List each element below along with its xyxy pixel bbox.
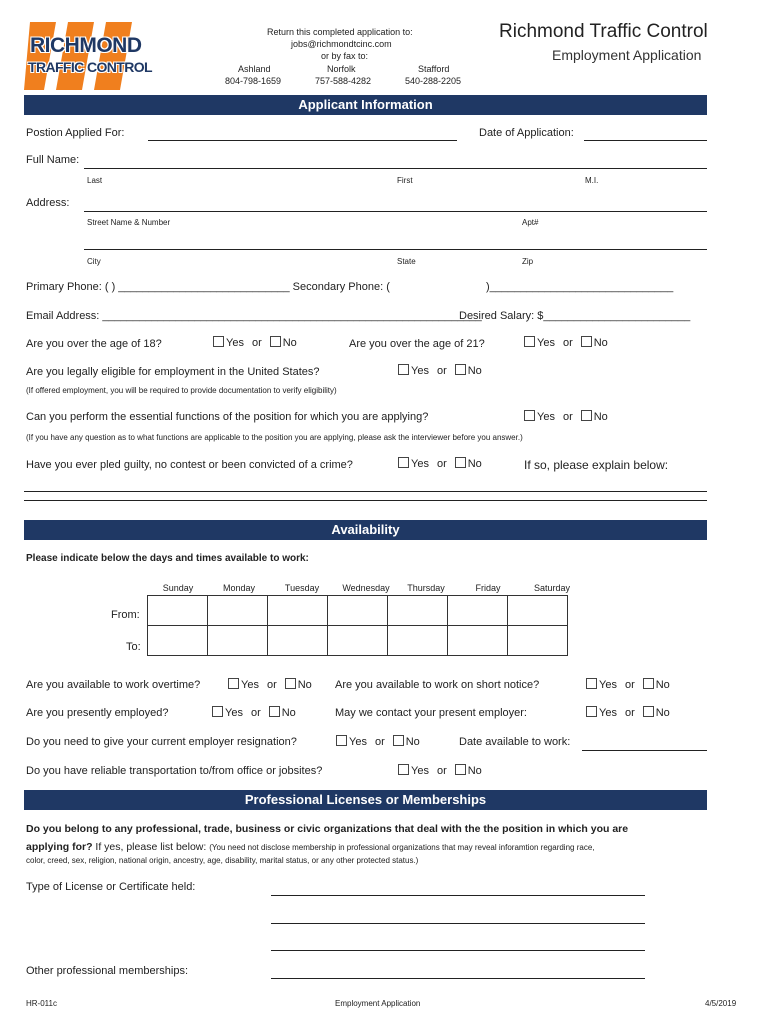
yes-label: Yes [225, 707, 243, 719]
return-email: jobs@richmondtcinc.com [291, 39, 392, 49]
or-label: or [250, 707, 261, 719]
from-friday-cell[interactable] [448, 596, 508, 626]
mi-caption: M.I. [585, 176, 599, 185]
logo-text-bottom: TRAFFIC CONTROL [28, 59, 152, 75]
date-of-application-field[interactable] [584, 140, 707, 141]
date-of-application-label: Date of Application: [479, 127, 574, 139]
applying-for-text: applying for? [26, 841, 93, 853]
office-norfolk-city: Norfolk [327, 64, 356, 74]
age-21-no-checkbox[interactable] [581, 336, 592, 347]
essential-no-checkbox[interactable] [581, 410, 592, 421]
other-memberships-label: Other professional memberships: [26, 965, 189, 977]
no-label: No [297, 679, 312, 691]
zip-caption: Zip [522, 257, 534, 266]
fax-line: or by fax to: [321, 51, 369, 61]
no-label: No [655, 707, 670, 719]
license-line-2[interactable] [271, 923, 645, 924]
desired-salary-field[interactable]: Desired Salary: $________________________ [459, 310, 691, 322]
or-label: or [436, 765, 447, 777]
full-name-label: Full Name: [26, 154, 80, 166]
from-sunday-cell[interactable] [148, 596, 208, 626]
to-label: To: [126, 641, 141, 653]
or-label: or [562, 411, 573, 423]
age-21-yes-checkbox[interactable] [524, 336, 535, 347]
crime-explain-label: If so, please explain below: [524, 458, 669, 472]
crime-yes-checkbox[interactable] [398, 457, 409, 468]
q-age-21: Are you over the age of 21? [349, 338, 485, 350]
from-row [148, 596, 568, 626]
employed-options [212, 706, 296, 719]
short-notice-options [586, 678, 670, 691]
primary-phone-field[interactable]: Primary Phone: ( ) ____________________________ Secondary Phone: ( [26, 281, 390, 293]
or-label: or [624, 679, 635, 691]
company-logo [24, 22, 152, 90]
yes-label: Yes [226, 337, 244, 349]
essential-options [524, 410, 608, 423]
resignation-yes-checkbox[interactable] [336, 735, 347, 746]
licenses-question-line2 [26, 841, 594, 853]
q-employed: Are you presently employed? [26, 707, 169, 719]
licenses-question: Do you belong to any professional, trade, business or civic organizations that deal with the the position in which you are [26, 823, 629, 835]
if-yes-text: If yes, please list below: [92, 841, 210, 853]
resignation-no-checkbox[interactable] [393, 735, 404, 746]
yes-label: Yes [411, 365, 429, 377]
q-contact-employer: May we contact your present employer: [335, 707, 527, 719]
q-essential-functions: Can you perform the essential functions of the position for which you are applying? [26, 411, 429, 423]
office-stafford-phone: 540-288-2205 [405, 76, 462, 86]
or-label: or [374, 736, 385, 748]
availability-grid [147, 595, 568, 656]
age-18-options [213, 336, 297, 349]
age-21-options [524, 336, 608, 349]
yes-label: Yes [599, 679, 617, 691]
office-norfolk-phone: 757-588-4282 [315, 76, 372, 86]
or-label: or [624, 707, 635, 719]
crime-options [398, 457, 482, 470]
from-label: From: [111, 609, 140, 621]
yes-label: Yes [241, 679, 259, 691]
crime-no-checkbox[interactable] [455, 457, 466, 468]
form-title: Employment Application [552, 47, 702, 63]
day-saturday: Saturday [533, 583, 571, 593]
transport-options [398, 764, 482, 777]
from-tuesday-cell[interactable] [268, 596, 328, 626]
office-ashland-city: Ashland [238, 64, 271, 74]
or-label: or [562, 337, 573, 349]
crime-explain-line-2[interactable] [24, 500, 707, 501]
license-line-3[interactable] [271, 950, 645, 951]
q-resignation: Do you need to give your current employer resignation? [26, 736, 297, 748]
to-row [148, 626, 568, 656]
to-thursday-cell[interactable] [388, 626, 448, 656]
crime-explain-line-1[interactable] [24, 491, 707, 492]
to-wednesday-cell[interactable] [328, 626, 388, 656]
contact-no-checkbox[interactable] [643, 706, 654, 717]
street-field[interactable] [84, 211, 707, 212]
from-monday-cell[interactable] [208, 596, 268, 626]
overtime-options [228, 678, 312, 691]
or-label: or [266, 679, 277, 691]
availability-instruction: Please indicate below the days and times available to work: [26, 553, 309, 564]
no-label: No [593, 411, 608, 423]
office-ashland-phone: 804-798-1659 [225, 76, 282, 86]
license-type-label: Type of License or Certificate held: [26, 881, 196, 893]
essential-note: (If you have any question as to what functions are applicable to the position you are applying, please ask the interviewer before you answer.) [26, 433, 523, 442]
day-monday: Monday [222, 583, 256, 593]
return-line: Return this completed application to: [267, 27, 413, 37]
no-label: No [655, 679, 670, 691]
yes-label: Yes [537, 337, 555, 349]
no-label: No [593, 337, 608, 349]
q-overtime: Are you available to work overtime? [26, 679, 201, 691]
contact-yes-checkbox[interactable] [586, 706, 597, 717]
yes-label: Yes [411, 458, 429, 470]
yes-label: Yes [599, 707, 617, 719]
overtime-no-checkbox[interactable] [285, 678, 296, 689]
license-line-1[interactable] [271, 895, 645, 896]
to-monday-cell[interactable] [208, 626, 268, 656]
day-thursday: Thursday [407, 583, 445, 593]
essential-yes-checkbox[interactable] [524, 410, 535, 421]
to-friday-cell[interactable] [448, 626, 508, 656]
to-saturday-cell[interactable] [508, 626, 568, 656]
yes-label: Yes [349, 736, 367, 748]
last-name-caption: Last [87, 176, 103, 185]
no-label: No [467, 365, 482, 377]
q-legal-eligible: Are you legally eligible for employment in the United States? [26, 366, 320, 378]
no-label: No [281, 707, 296, 719]
no-label: No [467, 458, 482, 470]
footer-title: Employment Application [335, 999, 421, 1008]
no-label: No [405, 736, 420, 748]
position-field[interactable] [148, 140, 457, 141]
from-thursday-cell[interactable] [388, 596, 448, 626]
disclosure-note: (You need not disclose membership in professional organizations that may reveal inforamtion regarding race, [209, 843, 595, 852]
no-label: No [282, 337, 297, 349]
state-caption: State [397, 257, 416, 266]
day-friday: Friday [475, 583, 501, 593]
company-name: Richmond Traffic Control [499, 21, 708, 42]
street-caption: Street Name & Number [87, 218, 171, 227]
age-18-yes-checkbox[interactable] [213, 336, 224, 347]
or-label: or [436, 365, 447, 377]
yes-label: Yes [537, 411, 555, 423]
or-label: or [251, 337, 262, 349]
or-label: or [436, 458, 447, 470]
legal-options [398, 364, 482, 377]
transport-yes-checkbox[interactable] [398, 764, 409, 775]
apt-caption: Apt# [522, 218, 539, 227]
age-18-no-checkbox[interactable] [270, 336, 281, 347]
employed-no-checkbox[interactable] [269, 706, 280, 717]
secondary-phone-field[interactable]: )______________________________ [486, 281, 674, 293]
full-name-field[interactable] [84, 168, 707, 169]
to-sunday-cell[interactable] [148, 626, 208, 656]
date-available-label: Date available to work: [459, 736, 571, 748]
city-state-zip-field[interactable] [84, 249, 707, 250]
to-tuesday-cell[interactable] [268, 626, 328, 656]
resignation-options [336, 735, 420, 748]
transport-no-checkbox[interactable] [455, 764, 466, 775]
office-stafford-city: Stafford [418, 64, 450, 74]
q-age-18: Are you over the age of 18? [26, 338, 162, 350]
disclosure-note-line2: color, creed, sex, religion, national origin, ancestry, age, disability, marital status, or any other protected status.) [26, 856, 419, 865]
address-label: Address: [26, 197, 70, 209]
q-short-notice: Are you available to work on short notice? [335, 679, 540, 691]
overtime-yes-checkbox[interactable] [228, 678, 239, 689]
position-label: Postion Applied For: [26, 127, 125, 139]
footer-form-code: HR-011c [26, 999, 57, 1008]
legal-note: (If offered employment, you will be required to provide documentation to verify eligibility) [26, 386, 337, 395]
from-saturday-cell[interactable] [508, 596, 568, 626]
city-caption: City [87, 257, 101, 266]
memberships-line[interactable] [271, 978, 645, 979]
legal-yes-checkbox[interactable] [398, 364, 409, 375]
day-sunday: Sunday [162, 583, 194, 593]
q-crime: Have you ever pled guilty, no contest or been convicted of a crime? [26, 459, 353, 471]
no-label: No [467, 765, 482, 777]
from-wednesday-cell[interactable] [328, 596, 388, 626]
section-licenses: Professional Licenses or Memberships [24, 790, 707, 810]
short-notice-no-checkbox[interactable] [643, 678, 654, 689]
employed-yes-checkbox[interactable] [212, 706, 223, 717]
contact-options [586, 706, 670, 719]
q-transport: Do you have reliable transportation to/from office or jobsites? [26, 765, 323, 777]
day-tuesday: Tuesday [284, 583, 320, 593]
short-notice-yes-checkbox[interactable] [586, 678, 597, 689]
date-available-field[interactable] [582, 750, 707, 751]
section-availability: Availability [24, 520, 707, 540]
email-field[interactable]: Email Address: ______________________________________________________________ [26, 310, 482, 322]
first-name-caption: First [397, 176, 413, 185]
day-wednesday: Wednesday [342, 583, 390, 593]
yes-label: Yes [411, 765, 429, 777]
section-applicant-info: Applicant Information [24, 95, 707, 115]
logo-text-top: RICHMOND [30, 34, 142, 57]
legal-no-checkbox[interactable] [455, 364, 466, 375]
footer-date: 4/5/2019 [705, 999, 737, 1008]
